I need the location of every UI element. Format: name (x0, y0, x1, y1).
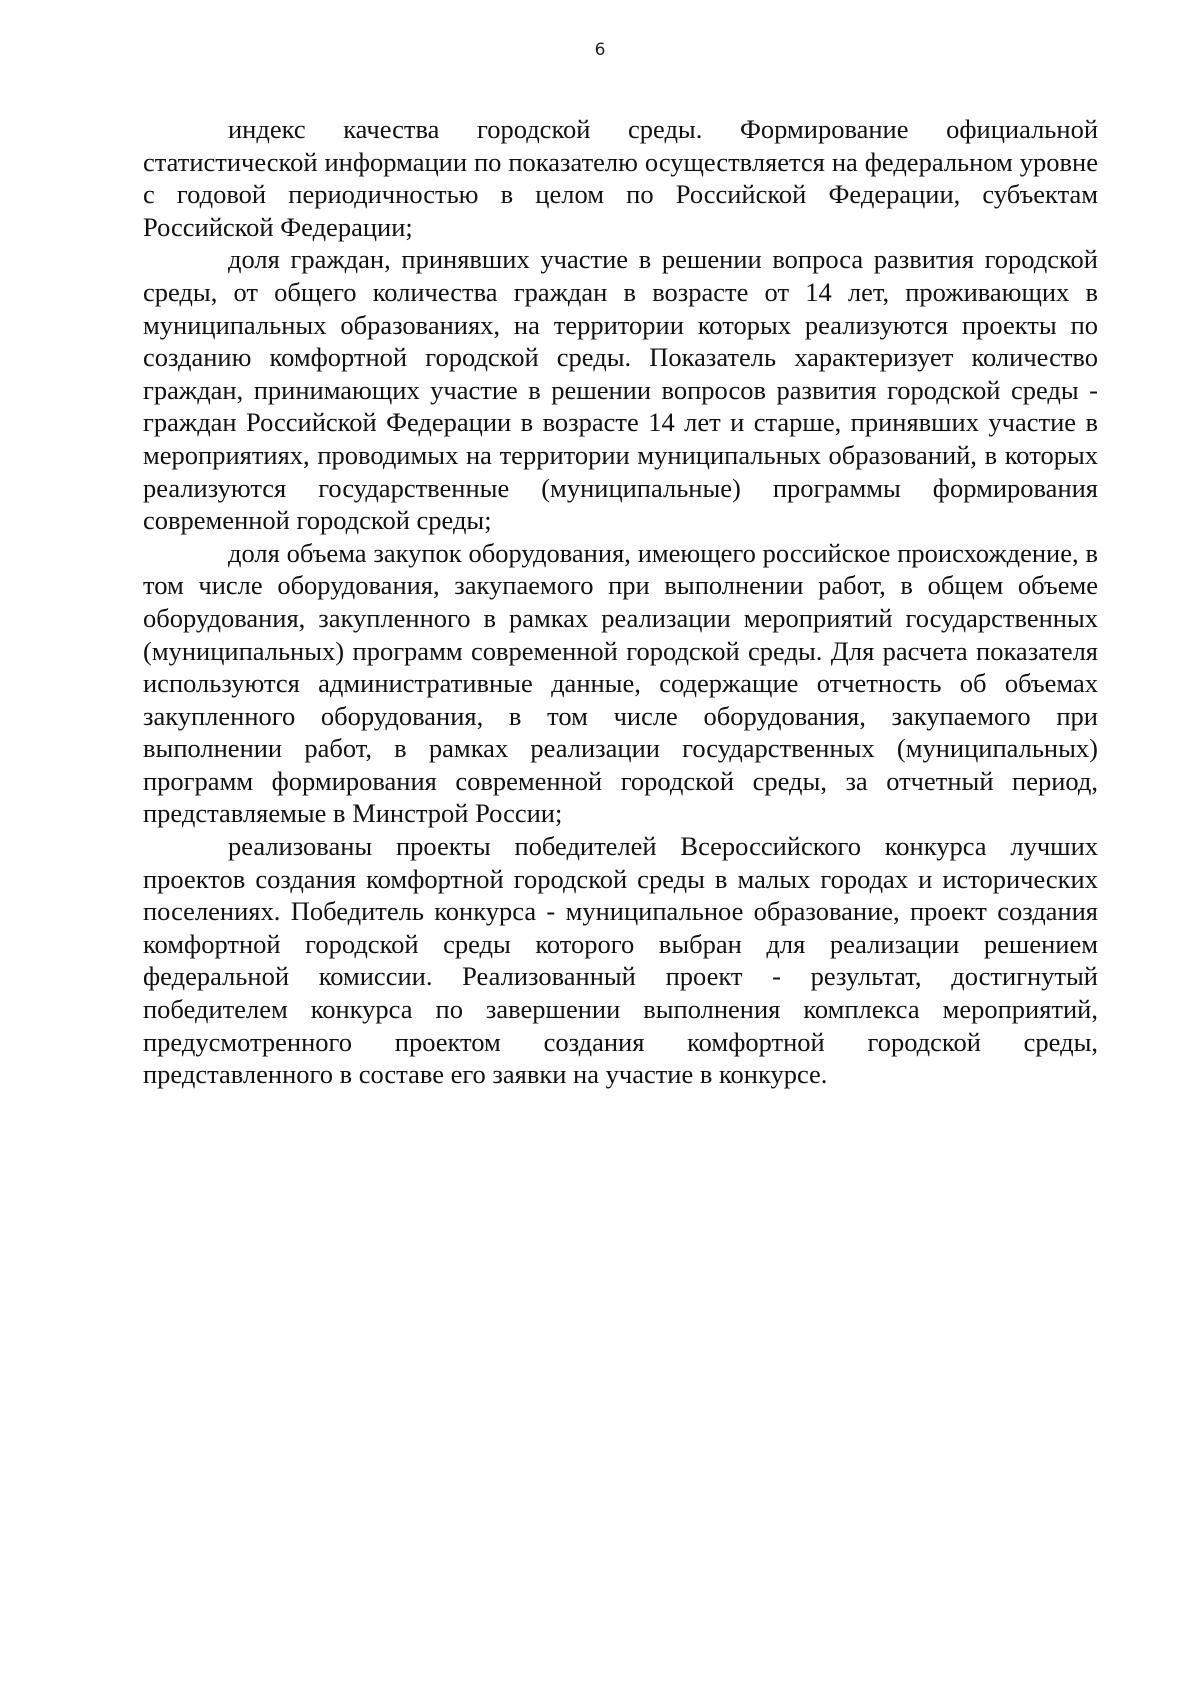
document-body (143, 113, 1098, 1091)
paragraph-russian-equipment: доля объема закупок оборудования, имеющего российское происхождение, в том числе оборудования, закупаемого при выполнении работ, в общем объеме оборудования, закупленного в рамках реализации мероприятий государственных (муниципальных) программ современной городской среды. Для расчета показателя используются административные данные, содержащие отчетность об объемах закупленного оборудования, в том числе оборудования, закупаемого при выполнении работ, в рамках реализации государственных (муниципальных) программ формирования современной городской среды, за отчетный период, представляемые в Минстрой России; (143, 537, 1098, 829)
page-number: 6 (594, 40, 606, 60)
paragraph-citizen-participation: доля граждан, принявших участие в решении вопроса развития городской среды, от общего количества граждан в возрасте от 14 лет, проживающих в муниципальных образованиях, на территории которых реализуются проекты по созданию комфортной городской среды. Показатель характеризует количество граждан, принимающих участие в решении вопросов развития городской среды - граждан Российской Федерации в возрасте 14 лет и старше, принявших участие в мероприятиях, проводимых на территории муниципальных образований, в которых реализуются государственные (муниципальные) программы формирования современной городской среды; (143, 244, 1098, 536)
paragraph-quality-index: индекс качества городской среды. Формирование официальной статистической информации по показателю осуществляется на федеральном уровне с годовой периодичностью в целом по Российской Федерации, субъектам Российской Федерации; (143, 114, 1098, 242)
paragraph-contest-winners: реализованы проекты победителей Всероссийского конкурса лучших проектов создания комфортной городской среды в малых городах и исторических поселениях. Победитель конкурса - муниципальное образование, проект создания комфортной городской среды которого выбран для реализации решением федеральной комиссии. Реализованный проект - результат, достигнутый победителем конкурса по завершении выполнения комплекса мероприятий, предусмотренного проектом создания комфортной городской среды, представленного в составе его заявки на участие в конкурсе. (143, 831, 1098, 1090)
